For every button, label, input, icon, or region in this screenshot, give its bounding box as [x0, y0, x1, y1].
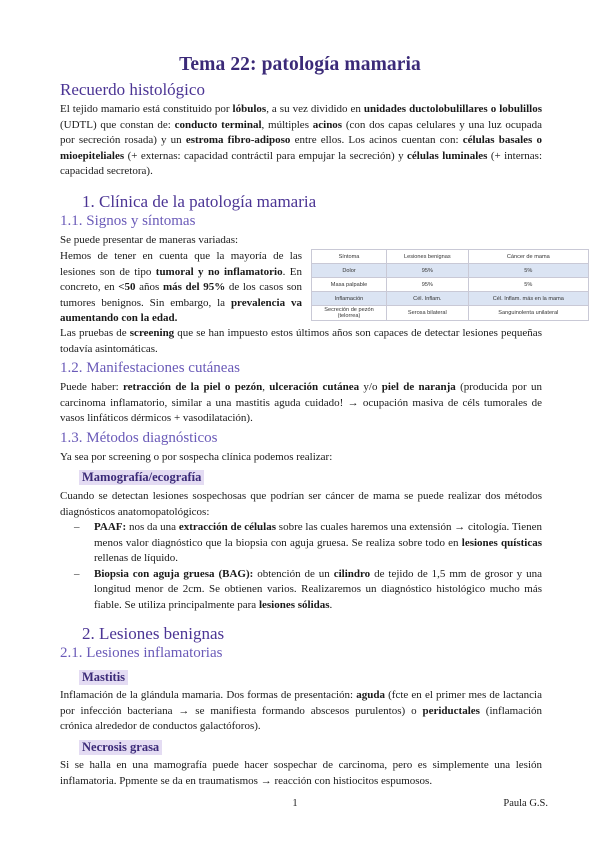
table-header: Lesiones benignas — [387, 250, 469, 264]
table-cell: Inflamación — [312, 292, 387, 306]
paragraph-metodos-intro: Ya sea por screening o por sospecha clínica podemos realizar: — [60, 451, 333, 463]
heading-2-1: 2.1. Lesiones inflamatorias — [60, 645, 223, 661]
author-name: Paula G.S. — [503, 798, 548, 809]
table-header: Síntoma — [312, 250, 387, 264]
page-number: 1 — [292, 798, 298, 809]
paragraph-mamografia: Cuando se detectan lesiones sospechosas que podrían ser cáncer de mama se puede realizar dos métodos diagnósticos anatomopatológicos: — [60, 490, 542, 518]
paragraph-screening: Las pruebas de screening que se han impuesto estos últimos años son capaces de detectar lesiones pequeñas todavía asintomáticas. — [60, 327, 542, 355]
table-row — [312, 306, 589, 321]
paragraph-signos: Hemos de tener en cuenta que la mayoría de las lesiones son de tipo tumoral y no inflamatorio. En concreto, en <50 años más del 95% de los casos son tumores benignos. Sin embargo, la prevalencia va aumentando con la edad. — [60, 250, 303, 325]
subheading-mamografia: Mamografía/ecografía — [79, 470, 204, 485]
table-cell: Sanguinolenta unilateral — [468, 306, 588, 321]
dash-bullet: – — [74, 521, 80, 533]
paragraph-manifestaciones: Puede haber: retracción de la piel o pezón, ulceración cutánea y/o piel de naranja (producida por un carcinoma inflamatorio, similar a una mastitis aguda cuidado! → ocupación masiva de céls tumorales de vasos linfáticos dérmicos + vasodilatación). — [60, 381, 543, 425]
table-cell: Serosa bilateral — [387, 306, 469, 321]
paragraph-recuerdo: El tejido mamario está constituido por lóbulos, a su vez dividido en unidades ductolobulillares o lobulillos (UDTL) que constan de: conducto terminal, múltiples acinos (con dos capas celulares y una luz ocupada por secreción rosada) y un estroma fibro-adiposo entre ellos. Los acinos cuentan con: células basales o mioepiteliales (+ externas: capacidad contráctil para empujar la secreción) y células luminales (+ internas: capacidad secretora). — [60, 103, 543, 178]
table-cell: 5% — [468, 264, 588, 278]
diagnostic-methods-list — [72, 520, 542, 614]
table-cell: Dolor — [312, 264, 387, 278]
table-row — [312, 278, 589, 292]
heading-section-1: 1. Clínica de la patología mamaria — [82, 192, 317, 211]
table-cell: 5% — [468, 278, 588, 292]
list-item-bag: – Biopsia con aguja gruesa (BAG): obtención de un cilindro de tejido de 1,5 mm de grosor y una longitud menor de 2cm. Se obtienen varios. Realizaremos un diagnóstico histológico mucho más fiable. Se utiliza principalmente para lesiones sólidas. — [74, 567, 542, 611]
symptoms-table — [311, 249, 589, 321]
subheading-mastitis: Mastitis — [79, 670, 128, 685]
heading-section-2: 2. Lesiones benignas — [82, 624, 225, 643]
list-item-paaf: – PAAF: nos da una extracción de células sobre las cuales haremos una extensión → citología. Tienen menos valor diagnóstico que la biopsia con aguja gruesa. Se realiza sobre todo en lesiones quísticas rellenas de líquido. — [74, 521, 542, 565]
table-cell: Masa palpable — [312, 278, 387, 292]
heading-recuerdo: Recuerdo histológico — [60, 80, 205, 99]
table-cell: Secreción de pezón (telorrea) — [312, 306, 387, 321]
paragraph-mastitis: Inflamación de la glándula mamaria. Dos formas de presentación: aguda (fcte en el primer mes de lactancia por infección bacteriana → se manifiesta formando abscesos purulentos) o periductales (inflamación crónica alrededor de conductos galactóforos). — [60, 689, 543, 733]
heading-1-2: 1.2. Manifestaciones cutáneas — [60, 360, 240, 376]
paragraph-signos-intro: Se puede presentar de maneras variadas: — [60, 234, 239, 246]
table-cell: Cél. Inflam. — [387, 292, 469, 306]
page-title: Tema 22: patología mamaria — [179, 54, 421, 75]
table-header-row — [312, 250, 589, 264]
table-row — [312, 264, 589, 278]
heading-1-1: 1.1. Signos y síntomas — [60, 213, 196, 229]
table-row — [312, 292, 589, 306]
subheading-necrosis: Necrosis grasa — [79, 740, 162, 755]
paragraph-necrosis: Si se halla en una mamografía puede hacer sospechar de carcinoma, pero es simplemente una lesión inflamatoria. Ppmente se da en traumatismos → reacción con histiocitos espumosos. — [60, 759, 542, 787]
table-header: Cáncer de mama — [468, 250, 588, 264]
table-cell: 95% — [387, 264, 469, 278]
dash-bullet: – — [74, 567, 80, 580]
heading-1-3: 1.3. Métodos diagnósticos — [60, 430, 218, 446]
table-cell: Cél. Inflam. más en la mama — [468, 292, 588, 306]
table-cell: 95% — [387, 278, 469, 292]
